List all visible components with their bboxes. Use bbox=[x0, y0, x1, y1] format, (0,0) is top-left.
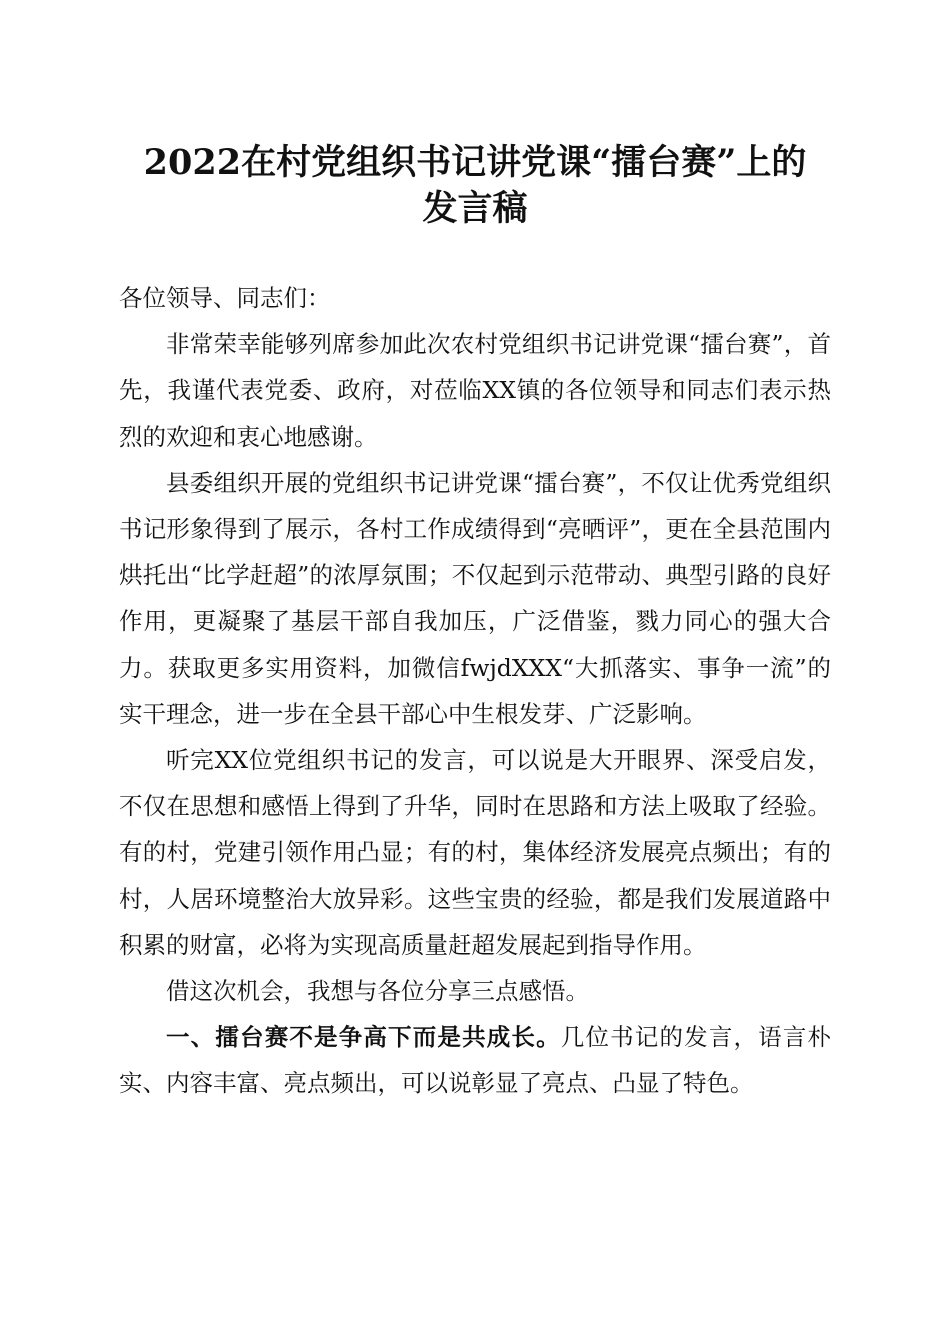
point-one-text: 几位书记的发言，语言朴实、内容丰富、亮点频出，可以说彰显了亮点、凸显了特色。 bbox=[119, 1023, 832, 1098]
paragraph-1: 非常荣幸能够列席参加此次农村党组织书记讲党课“擂台赛”，首先，我谨代表党委、政府，对莅临XX镇的各位领导和同志们表示热烈的欢迎和衷心地感谢。 bbox=[119, 330, 831, 451]
paragraph-3: 听完XX位党组织书记的发言，可以说是大开眼界、深受启发，不仅在思想和感悟上得到了升华，同时在思路和方法上吸取了经验。有的村，党建引领作用凸显；有的村，集体经济发展亮点频出；有的村，人居环境整治大放异彩。这些宝贵的经验，都是我们发展道路中积累的财富，必将为实现高质量赶超发展起到指导作用。 bbox=[119, 746, 831, 959]
document-title-line-2: 发言稿 bbox=[422, 188, 528, 229]
document-body bbox=[119, 275, 831, 1107]
salutation: 各位领导、同志们： bbox=[119, 284, 331, 312]
point-one-heading: 一、擂台赛不是争高下而是共成长。 bbox=[166, 1023, 561, 1052]
paragraph-5 bbox=[119, 1014, 831, 1106]
document-title-line-1: 2022在村党组织书记讲党课“擂台赛”上的 bbox=[143, 142, 807, 183]
paragraph-2: 县委组织开展的党组织书记讲党课“擂台赛”，不仅让优秀党组织书记形象得到了展示，各村工作成绩得到“亮晒评”，更在全县范围内烘托出“比学赶超”的浓厚氛围；不仅起到示范带动、典型引路的良好作用，更凝聚了基层干部自我加压，广泛借鉴，戮力同心的强大合力。获取更多实用资料，加微信fwjdXXX“大抓落实、事争一流”的实干理念，进一步在全县干部心中生根发芽、广泛影响。 bbox=[119, 468, 831, 728]
paragraph-4: 借这次机会，我想与各位分享三点感悟。 bbox=[166, 977, 589, 1006]
